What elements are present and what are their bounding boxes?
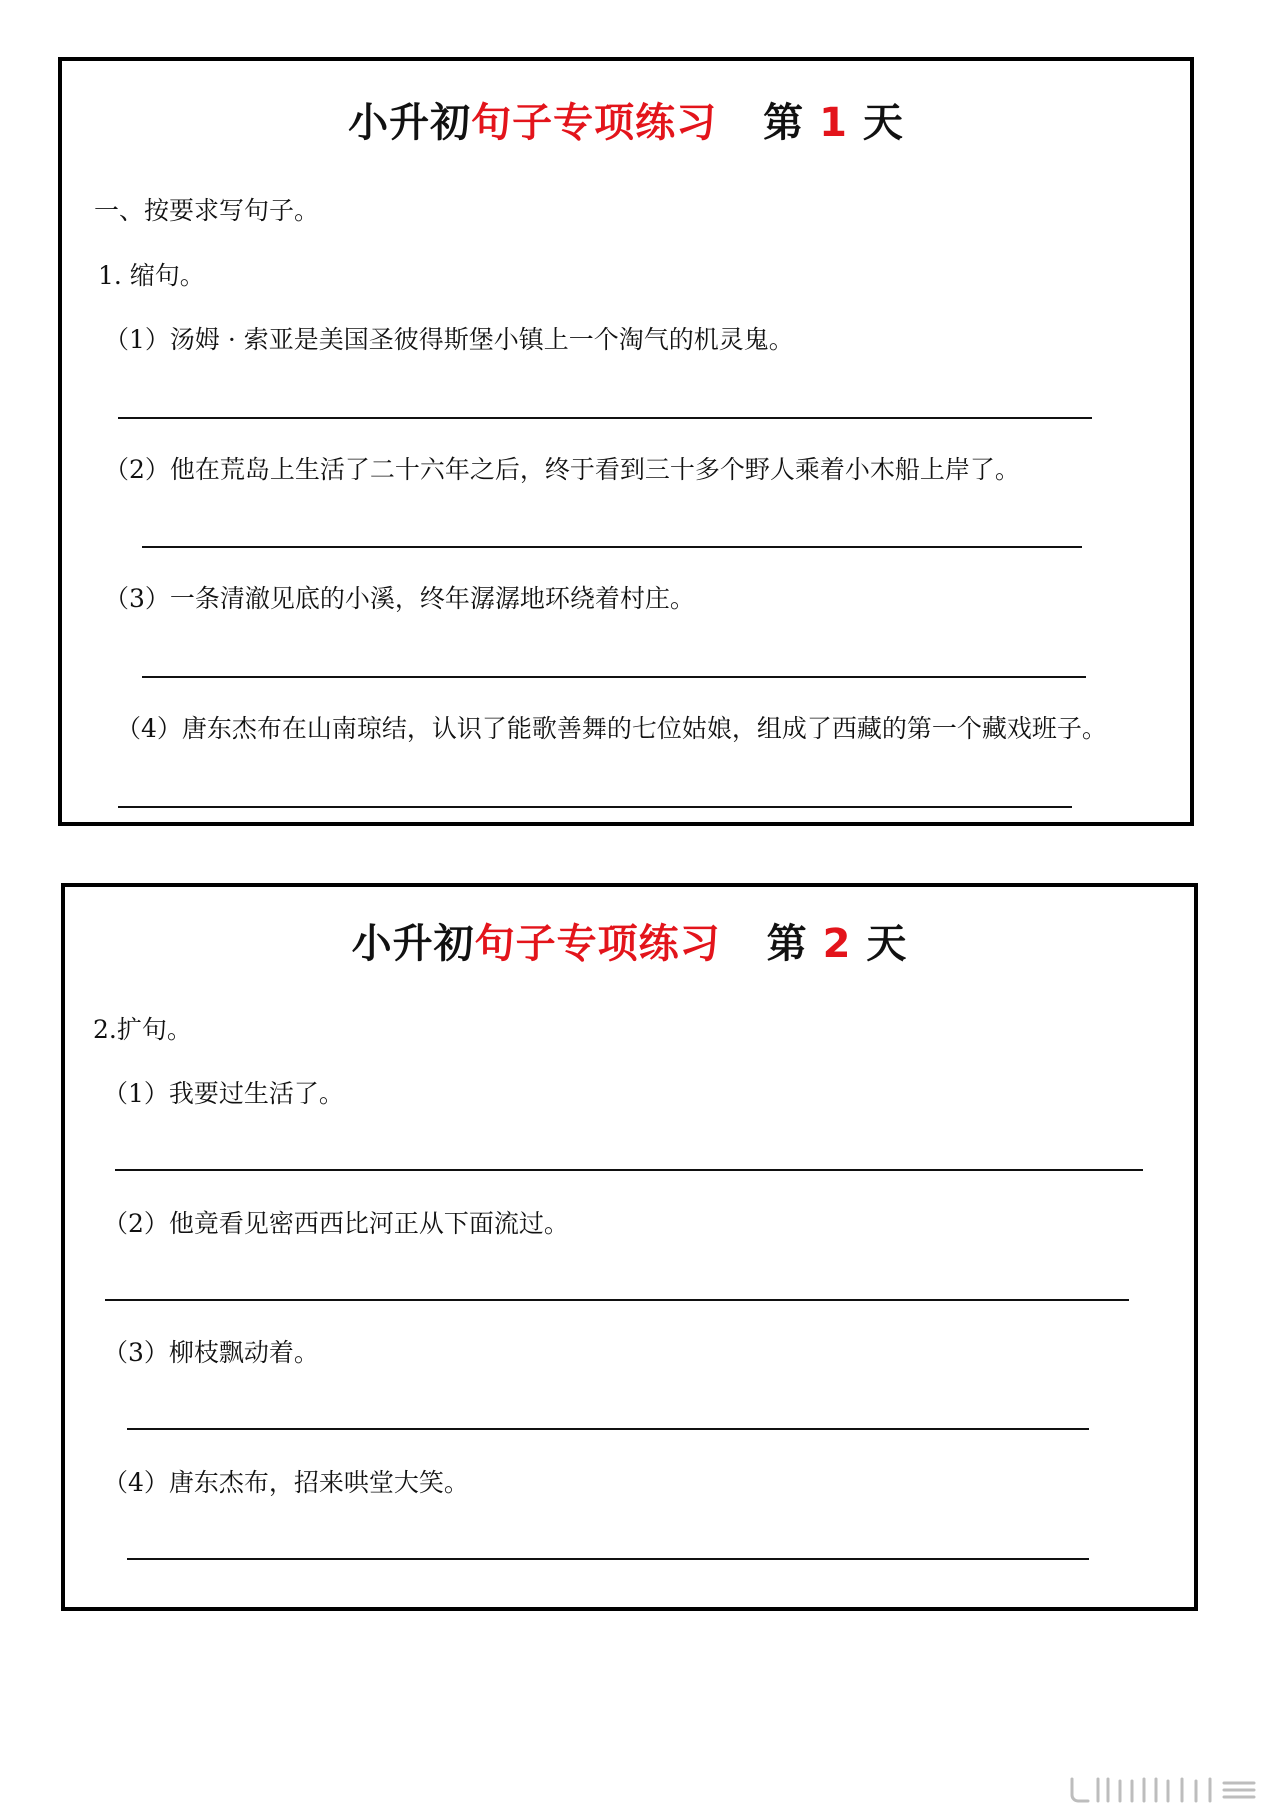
sentence-item-4: （4）唐东杰布，招来哄堂大笑。	[103, 1468, 469, 1497]
answer-line-1[interactable]	[115, 1169, 1143, 1171]
worksheet-day-1	[58, 57, 1194, 826]
answer-line-4[interactable]	[127, 1558, 1089, 1560]
title-day-prefix: 第	[766, 921, 808, 967]
watermark-logo-icon	[1068, 1775, 1260, 1805]
title-highlight: 句子专项练习	[471, 100, 718, 146]
answer-line-3[interactable]	[127, 1428, 1089, 1430]
sentence-item-2: （2）他在荒岛上生活了二十六年之后，终于看到三十多个野人乘着小木船上岸了。	[104, 455, 1020, 484]
title-highlight: 句子专项练习	[474, 921, 721, 967]
answer-line-2[interactable]	[105, 1299, 1129, 1301]
title-prefix: 小升初	[351, 921, 475, 967]
title-day-suffix: 天	[866, 921, 908, 967]
answer-line-4[interactable]	[118, 806, 1072, 808]
page-title	[62, 91, 1190, 148]
answer-line-3[interactable]	[142, 676, 1086, 678]
title-prefix: 小升初	[348, 100, 472, 146]
section-heading: 一、按要求写句子。	[94, 196, 320, 225]
worksheet-day-2	[61, 883, 1198, 1611]
title-day-number: 1	[819, 100, 848, 146]
title-day-suffix: 天	[862, 100, 904, 146]
title-day-number: 2	[822, 921, 852, 967]
answer-line-1[interactable]	[118, 417, 1092, 419]
sentence-item-2: （2）他竟看见密西西比河正从下面流过。	[103, 1209, 569, 1238]
title-day-prefix: 第	[763, 100, 805, 146]
sentence-item-3: （3）柳枝飘动着。	[103, 1338, 319, 1367]
sentence-item-1: （1）汤姆 · 索亚是美国圣彼得斯堡小镇上一个淘气的机灵鬼。	[104, 325, 794, 354]
sentence-item-3: （3）一条清澈见底的小溪，终年潺潺地环绕着村庄。	[104, 584, 695, 613]
answer-line-2[interactable]	[142, 546, 1082, 548]
task-heading: 1. 缩句。	[98, 261, 205, 290]
sentence-item-1: （1）我要过生活了。	[103, 1079, 344, 1108]
sentence-item-4: （4）唐东杰布在山南琼结，认识了能歌善舞的七位姑娘，组成了西藏的第一个藏戏班子。	[116, 714, 1107, 743]
task-heading: 2.扩句。	[93, 1015, 192, 1044]
page-title	[65, 912, 1194, 969]
